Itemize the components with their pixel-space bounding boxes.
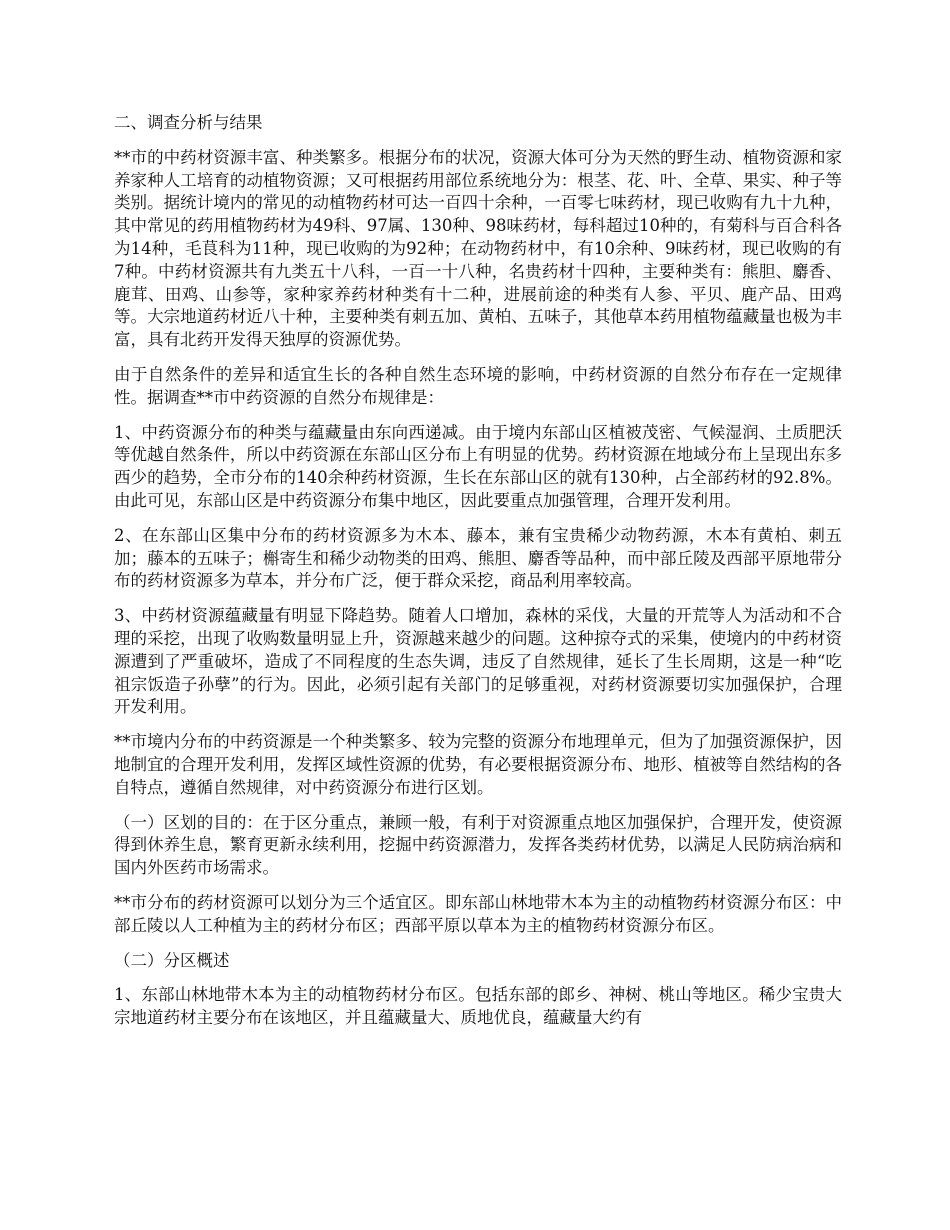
paragraph-rule-1: 1、中药资源分布的种类与蕴藏量由东向西递减。由于境内东部山区植被茂密、气候湿润、土质肥沃等优越自然条件，所以中药资源在东部山区分布上有明显的优势。药材资源在地域分布上呈现出东多西少的趋势，全市分布的140余种药材资源，生长在东部山区的就有130种，占全部药材的92.8%。由此可见，东部山区是中药资源分布集中地区，因此要重点加强管理，合理开发利用。 xyxy=(114,422,842,510)
paragraph-rule-2: 2、在东部山区集中分布的药材资源多为木本、藤本，兼有宝贵稀少动物药源，木本有黄柏、刺五加；藤本的五味子；槲寄生和稀少动物类的田鸡、熊胆、麝香等品种，而中部丘陵及西部平原地带分布的药材资源多为草本，并分布广泛，便于群众采挖，商品利用率较高。 xyxy=(114,525,842,591)
paragraph-zone-east: 1、东部山林地带木本为主的动植物药材分布区。包括东部的郎乡、神树、桃山等地区。稀少宝贵大宗地道药材主要分布在该地区，并且蕴藏量大、质地优良，蕴藏量大约有 xyxy=(114,985,842,1028)
subheading-zone-overview: （二）分区概述 xyxy=(114,950,230,970)
document-page xyxy=(114,112,842,1042)
paragraph-three-zones: **市分布的药材资源可以划分为三个适宜区。即东部山林地带木本为主的动植物药材资源分布区：中部丘陵以人工种植为主的药材分布区；西部平原以草本为主的植物药材资源分布区。 xyxy=(114,892,842,935)
paragraph-resources-overview: **市的中药材资源丰富、种类繁多。根据分布的状况，资源大体可分为天然的野生动、植物资源和家养家种人工培育的动植物资源；又可根据药用部位系统地分为：根茎、花、叶、全草、果实、种子等类别。据统计境内的常见的动植物药材可达一百四十余种，一百零七味药材，现已收购有九十九种，其中常见的药用植物药材为49科、97属、130种、98味药材，每科超过10种的，有菊科与百合科各为14种，毛茛科为11种，现已收购的为92种；在动物药材中，有10余种、9味药材，现已收购的有7种。中药材资源共有九类五十八科，一百一十八种，名贵药材十四种，主要种类有：熊胆、麝香、鹿茸、田鸡、山参等，家种家养药材种类有十二种，进展前途的种类有人参、平贝、鹿产品、田鸡等。大宗地道药材近八十种，主要种类有刺五加、黄柏、五味子，其他草本药用植物蕴藏量也极为丰富，具有北药开发得天独厚的资源优势。 xyxy=(114,147,842,350)
section-heading: 二、调查分析与结果 xyxy=(114,113,263,132)
paragraph-zoning-purpose: （一）区划的目的：在于区分重点，兼顾一般，有利于对资源重点地区加强保护，合理开发，使资源得到休养生息，繁育更新永续利用，挖掘中药资源潜力，发挥各类药材优势，以满足人民防病治病和国内外医药市场需求。 xyxy=(114,812,842,878)
paragraph-zoning-intro: **市境内分布的中药资源是一个种类繁多、较为完整的资源分布地理单元，但为了加强资源保护，因地制宜的合理开发利用，发挥区域性资源的优势，有必要根据资源分布、地形、植被等自然结构的各自特点，遵循自然规律，对中药资源分布进行区划。 xyxy=(114,732,842,797)
paragraph-rule-3: 3、中药材资源蕴藏量有明显下降趋势。随着人口增加，森林的采伐，大量的开荒等人为活动和不合理的采挖，出现了收购数量明显上升，资源越来越少的问题。这种掠夺式的采集，使境内的中药材资源遭到了严重破坏，造成了不同程度的生态失调，违反了自然规律，延长了生长周期，这是一种“吃祖宗饭造子孙孽”的行为。因此，必须引起有关部门的足够重视，对药材资源要切实加强保护，合理开发利用。 xyxy=(114,606,842,717)
paragraph-distribution-intro: 由于自然条件的差异和适宜生长的各种自然生态环境的影响，中药材资源的自然分布存在一定规律性。据调查**市中药资源的自然分布规律是： xyxy=(114,364,842,407)
